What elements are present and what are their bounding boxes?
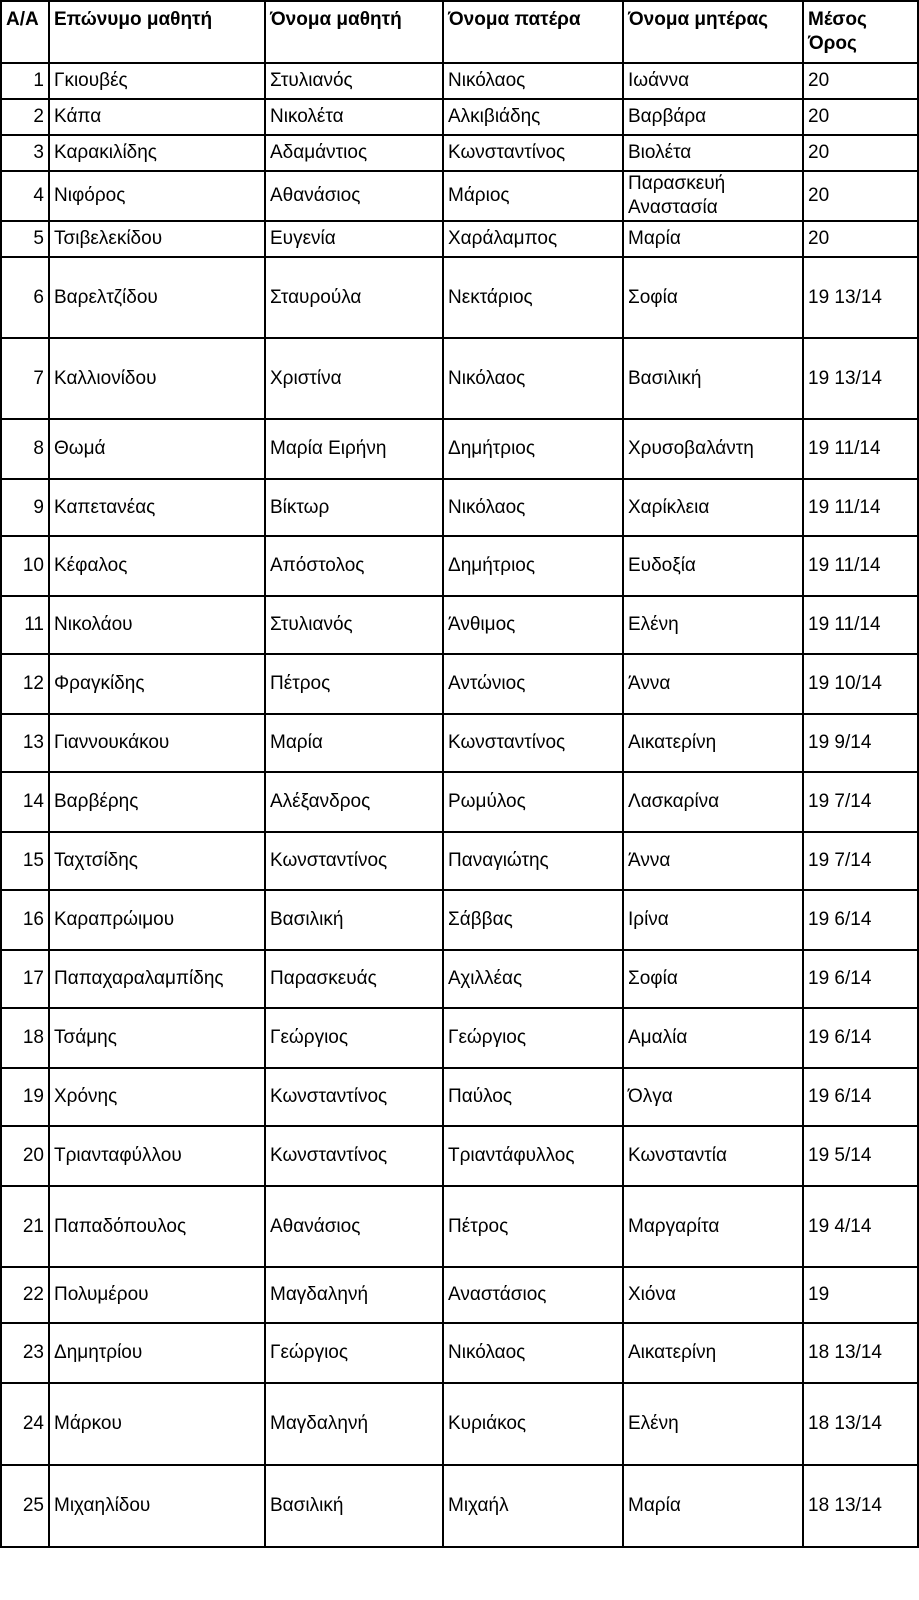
cell-mother: Μαργαρίτα	[623, 1186, 803, 1267]
cell-aa: 15	[1, 832, 49, 890]
cell-father: Αχιλλέας	[443, 950, 623, 1008]
cell-mother: Αικατερίνη	[623, 714, 803, 772]
cell-mother: Ευδοξία	[623, 536, 803, 596]
cell-aa: 6	[1, 257, 49, 338]
cell-father: Νικόλαος	[443, 63, 623, 99]
cell-average: 19 11/14	[803, 596, 918, 654]
table-row	[1, 1126, 918, 1186]
cell-father: Άνθιμος	[443, 596, 623, 654]
cell-name: Βασιλική	[265, 1465, 443, 1547]
header-mother: Όνομα μητέρας	[623, 1, 803, 63]
cell-father: Αλκιβιάδης	[443, 99, 623, 135]
table-row	[1, 171, 918, 221]
cell-name: Απόστολος	[265, 536, 443, 596]
cell-mother: Λασκαρίνα	[623, 772, 803, 832]
cell-father: Παύλος	[443, 1068, 623, 1126]
table-row	[1, 63, 918, 99]
cell-aa: 18	[1, 1008, 49, 1068]
cell-name: Γεώργιος	[265, 1008, 443, 1068]
cell-aa: 8	[1, 419, 49, 479]
cell-aa: 9	[1, 479, 49, 536]
cell-mother: Ιωάννα	[623, 63, 803, 99]
cell-aa: 19	[1, 1068, 49, 1126]
cell-father: Σάββας	[443, 890, 623, 950]
table-row	[1, 1267, 918, 1323]
cell-mother: Μαρία	[623, 221, 803, 257]
cell-mother: Αμαλία	[623, 1008, 803, 1068]
cell-aa: 20	[1, 1126, 49, 1186]
cell-aa: 16	[1, 890, 49, 950]
cell-surname: Καπετανέας	[49, 479, 265, 536]
cell-surname: Ταχτσίδης	[49, 832, 265, 890]
cell-mother: Άννα	[623, 654, 803, 714]
cell-aa: 14	[1, 772, 49, 832]
cell-average: 20	[803, 99, 918, 135]
cell-average: 20	[803, 135, 918, 171]
table-row	[1, 1323, 918, 1383]
cell-mother: Σοφία	[623, 950, 803, 1008]
cell-average: 19 9/14	[803, 714, 918, 772]
cell-aa: 24	[1, 1383, 49, 1465]
table-row	[1, 714, 918, 772]
cell-mother: Άννα	[623, 832, 803, 890]
cell-mother: Βαρβάρα	[623, 99, 803, 135]
cell-name: Νικολέτα	[265, 99, 443, 135]
cell-surname: Βαρελτζίδου	[49, 257, 265, 338]
cell-father: Μιχαήλ	[443, 1465, 623, 1547]
cell-mother: Χιόνα	[623, 1267, 803, 1323]
cell-aa: 1	[1, 63, 49, 99]
cell-mother: Βασιλική	[623, 338, 803, 419]
cell-name: Γεώργιος	[265, 1323, 443, 1383]
cell-aa: 11	[1, 596, 49, 654]
table-row	[1, 832, 918, 890]
cell-mother: Αικατερίνη	[623, 1323, 803, 1383]
cell-name: Μαρία Ειρήνη	[265, 419, 443, 479]
header-aa: Α/Α	[1, 1, 49, 63]
cell-father: Γεώργιος	[443, 1008, 623, 1068]
cell-average: 20	[803, 171, 918, 221]
cell-mother: Ελένη	[623, 596, 803, 654]
cell-name: Στυλιανός	[265, 596, 443, 654]
cell-surname: Παπαχαραλαμπίδης	[49, 950, 265, 1008]
cell-average: 19 7/14	[803, 772, 918, 832]
cell-aa: 7	[1, 338, 49, 419]
cell-name: Αθανάσιος	[265, 171, 443, 221]
cell-average: 20	[803, 63, 918, 99]
cell-mother: Παρασκευή Αναστασία	[623, 171, 803, 221]
table-row	[1, 1068, 918, 1126]
cell-aa: 2	[1, 99, 49, 135]
cell-name: Κωνσταντίνος	[265, 1126, 443, 1186]
table-row	[1, 419, 918, 479]
table-row	[1, 772, 918, 832]
cell-average: 19 6/14	[803, 950, 918, 1008]
cell-surname: Δημητρίου	[49, 1323, 265, 1383]
cell-surname: Τσάμης	[49, 1008, 265, 1068]
cell-surname: Νικολάου	[49, 596, 265, 654]
cell-father: Κωνσταντίνος	[443, 714, 623, 772]
cell-aa: 12	[1, 654, 49, 714]
header-average: Μέσος Όρος	[803, 1, 918, 63]
cell-name: Μαρία	[265, 714, 443, 772]
table-row	[1, 654, 918, 714]
cell-average: 19 6/14	[803, 1008, 918, 1068]
cell-average: 19 10/14	[803, 654, 918, 714]
cell-surname: Φραγκίδης	[49, 654, 265, 714]
cell-name: Πέτρος	[265, 654, 443, 714]
cell-mother: Βιολέτα	[623, 135, 803, 171]
cell-average: 19 7/14	[803, 832, 918, 890]
cell-aa: 3	[1, 135, 49, 171]
cell-surname: Καρακιλίδης	[49, 135, 265, 171]
cell-mother: Ιρίνα	[623, 890, 803, 950]
cell-father: Δημήτριος	[443, 536, 623, 596]
table-row	[1, 479, 918, 536]
cell-name: Παρασκευάς	[265, 950, 443, 1008]
cell-surname: Τριανταφύλλου	[49, 1126, 265, 1186]
cell-father: Πέτρος	[443, 1186, 623, 1267]
cell-name: Αδαμάντιος	[265, 135, 443, 171]
cell-average: 18 13/14	[803, 1383, 918, 1465]
cell-surname: Γιαννουκάκου	[49, 714, 265, 772]
table-row	[1, 1465, 918, 1547]
cell-father: Αντώνιος	[443, 654, 623, 714]
table-row	[1, 890, 918, 950]
cell-surname: Βαρβέρης	[49, 772, 265, 832]
cell-name: Αθανάσιος	[265, 1186, 443, 1267]
cell-name: Βίκτωρ	[265, 479, 443, 536]
cell-name: Ευγενία	[265, 221, 443, 257]
cell-father: Δημήτριος	[443, 419, 623, 479]
header-name: Όνομα μαθητή	[265, 1, 443, 63]
cell-surname: Καλλιονίδου	[49, 338, 265, 419]
cell-aa: 4	[1, 171, 49, 221]
cell-father: Νικόλαος	[443, 1323, 623, 1383]
cell-father: Ρωμύλος	[443, 772, 623, 832]
cell-aa: 17	[1, 950, 49, 1008]
cell-aa: 22	[1, 1267, 49, 1323]
cell-surname: Πολυμέρου	[49, 1267, 265, 1323]
cell-name: Κωνσταντίνος	[265, 1068, 443, 1126]
cell-name: Κωνσταντίνος	[265, 832, 443, 890]
table-row	[1, 596, 918, 654]
cell-surname: Νιφόρος	[49, 171, 265, 221]
cell-name: Μαγδαληνή	[265, 1267, 443, 1323]
cell-mother: Χαρίκλεια	[623, 479, 803, 536]
cell-father: Αναστάσιος	[443, 1267, 623, 1323]
table-row	[1, 950, 918, 1008]
table-row	[1, 536, 918, 596]
cell-name: Αλέξανδρος	[265, 772, 443, 832]
cell-mother: Κωνσταντία	[623, 1126, 803, 1186]
table-row	[1, 257, 918, 338]
header-row	[1, 1, 918, 63]
cell-name: Στυλιανός	[265, 63, 443, 99]
cell-aa: 10	[1, 536, 49, 596]
cell-father: Τριαντάφυλλος	[443, 1126, 623, 1186]
cell-name: Βασιλική	[265, 890, 443, 950]
table-row	[1, 338, 918, 419]
cell-father: Κυριάκος	[443, 1383, 623, 1465]
cell-average: 19 11/14	[803, 419, 918, 479]
cell-mother: Μαρία	[623, 1465, 803, 1547]
cell-average: 19 11/14	[803, 479, 918, 536]
cell-mother: Ελένη	[623, 1383, 803, 1465]
cell-average: 19 13/14	[803, 257, 918, 338]
cell-mother: Σοφία	[623, 257, 803, 338]
cell-average: 19 4/14	[803, 1186, 918, 1267]
cell-surname: Μάρκου	[49, 1383, 265, 1465]
cell-name: Χριστίνα	[265, 338, 443, 419]
cell-surname: Παπαδόπουλος	[49, 1186, 265, 1267]
cell-father: Νικόλαος	[443, 479, 623, 536]
cell-name: Μαγδαληνή	[265, 1383, 443, 1465]
cell-average: 19 5/14	[803, 1126, 918, 1186]
cell-father: Παναγιώτης	[443, 832, 623, 890]
cell-average: 19 13/14	[803, 338, 918, 419]
cell-father: Κωνσταντίνος	[443, 135, 623, 171]
cell-surname: Κέφαλος	[49, 536, 265, 596]
cell-aa: 21	[1, 1186, 49, 1267]
cell-average: 18 13/14	[803, 1465, 918, 1547]
table-row	[1, 99, 918, 135]
cell-aa: 5	[1, 221, 49, 257]
cell-surname: Μιχαηλίδου	[49, 1465, 265, 1547]
cell-average: 19 6/14	[803, 1068, 918, 1126]
table-row	[1, 221, 918, 257]
cell-average: 19 6/14	[803, 890, 918, 950]
cell-aa: 25	[1, 1465, 49, 1547]
cell-surname: Χρόνης	[49, 1068, 265, 1126]
cell-surname: Κάπα	[49, 99, 265, 135]
cell-father: Χαράλαμπος	[443, 221, 623, 257]
cell-surname: Γκιουβές	[49, 63, 265, 99]
cell-name: Σταυρούλα	[265, 257, 443, 338]
table-row	[1, 1008, 918, 1068]
cell-average: 18 13/14	[803, 1323, 918, 1383]
cell-average: 20	[803, 221, 918, 257]
cell-surname: Καραπρώιμου	[49, 890, 265, 950]
cell-aa: 13	[1, 714, 49, 772]
cell-mother: Χρυσοβαλάντη	[623, 419, 803, 479]
header-father: Όνομα πατέρα	[443, 1, 623, 63]
cell-average: 19 11/14	[803, 536, 918, 596]
table-row	[1, 1186, 918, 1267]
table-row	[1, 135, 918, 171]
cell-father: Νικόλαος	[443, 338, 623, 419]
cell-surname: Τσιβελεκίδου	[49, 221, 265, 257]
cell-father: Νεκτάριος	[443, 257, 623, 338]
table-row	[1, 1383, 918, 1465]
header-surname: Επώνυμο μαθητή	[49, 1, 265, 63]
cell-father: Μάριος	[443, 171, 623, 221]
cell-average: 19	[803, 1267, 918, 1323]
cell-surname: Θωμά	[49, 419, 265, 479]
cell-mother: Όλγα	[623, 1068, 803, 1126]
cell-aa: 23	[1, 1323, 49, 1383]
